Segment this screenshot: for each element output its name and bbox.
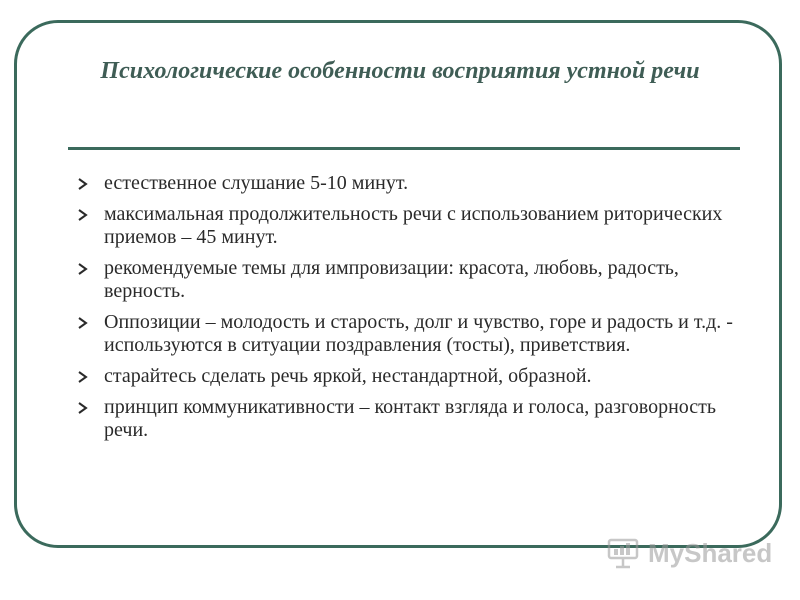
bullet-text: Оппозиции – молодость и старость, долг и чувство, горе и радость и т.д. - используются в ситуации поздравления (тосты), приветствия.: [104, 311, 733, 356]
chevron-right-icon: [78, 371, 88, 383]
bullet-text: максимальная продолжительность речи с использованием риторических приемов – 45 минут.: [104, 203, 723, 248]
bullet-item: [78, 311, 738, 357]
bullet-item: [78, 365, 738, 388]
chevron-right-icon: [78, 263, 88, 275]
chevron-right-icon: [78, 317, 88, 329]
bullet-item: [78, 257, 738, 303]
bullet-item: [78, 203, 738, 249]
slide-title: Психологические особенности восприятия устной речи: [100, 58, 700, 84]
watermark: [606, 535, 776, 571]
bullet-text: рекомендуемые темы для импровизации: красота, любовь, радость, верность.: [104, 257, 679, 302]
myshared-logo-icon: [606, 536, 646, 570]
bullet-text: старайтесь сделать речь яркой, нестандартной, образной.: [104, 365, 592, 387]
bullet-text: естественное слушание 5-10 минут.: [104, 172, 409, 194]
bullet-text: принцип коммуникативности – контакт взгляда и голоса, разговорность речи.: [104, 396, 717, 441]
chevron-right-icon: [78, 209, 88, 221]
watermark-text: MyShared: [648, 538, 773, 568]
watermark-wordmark: [646, 536, 776, 570]
chevron-right-icon: [78, 402, 88, 414]
bullet-item: [78, 172, 738, 195]
bullet-list: [78, 172, 738, 450]
chevron-right-icon: [78, 178, 88, 190]
title-underline: [68, 147, 740, 150]
bullet-item: [78, 396, 738, 442]
